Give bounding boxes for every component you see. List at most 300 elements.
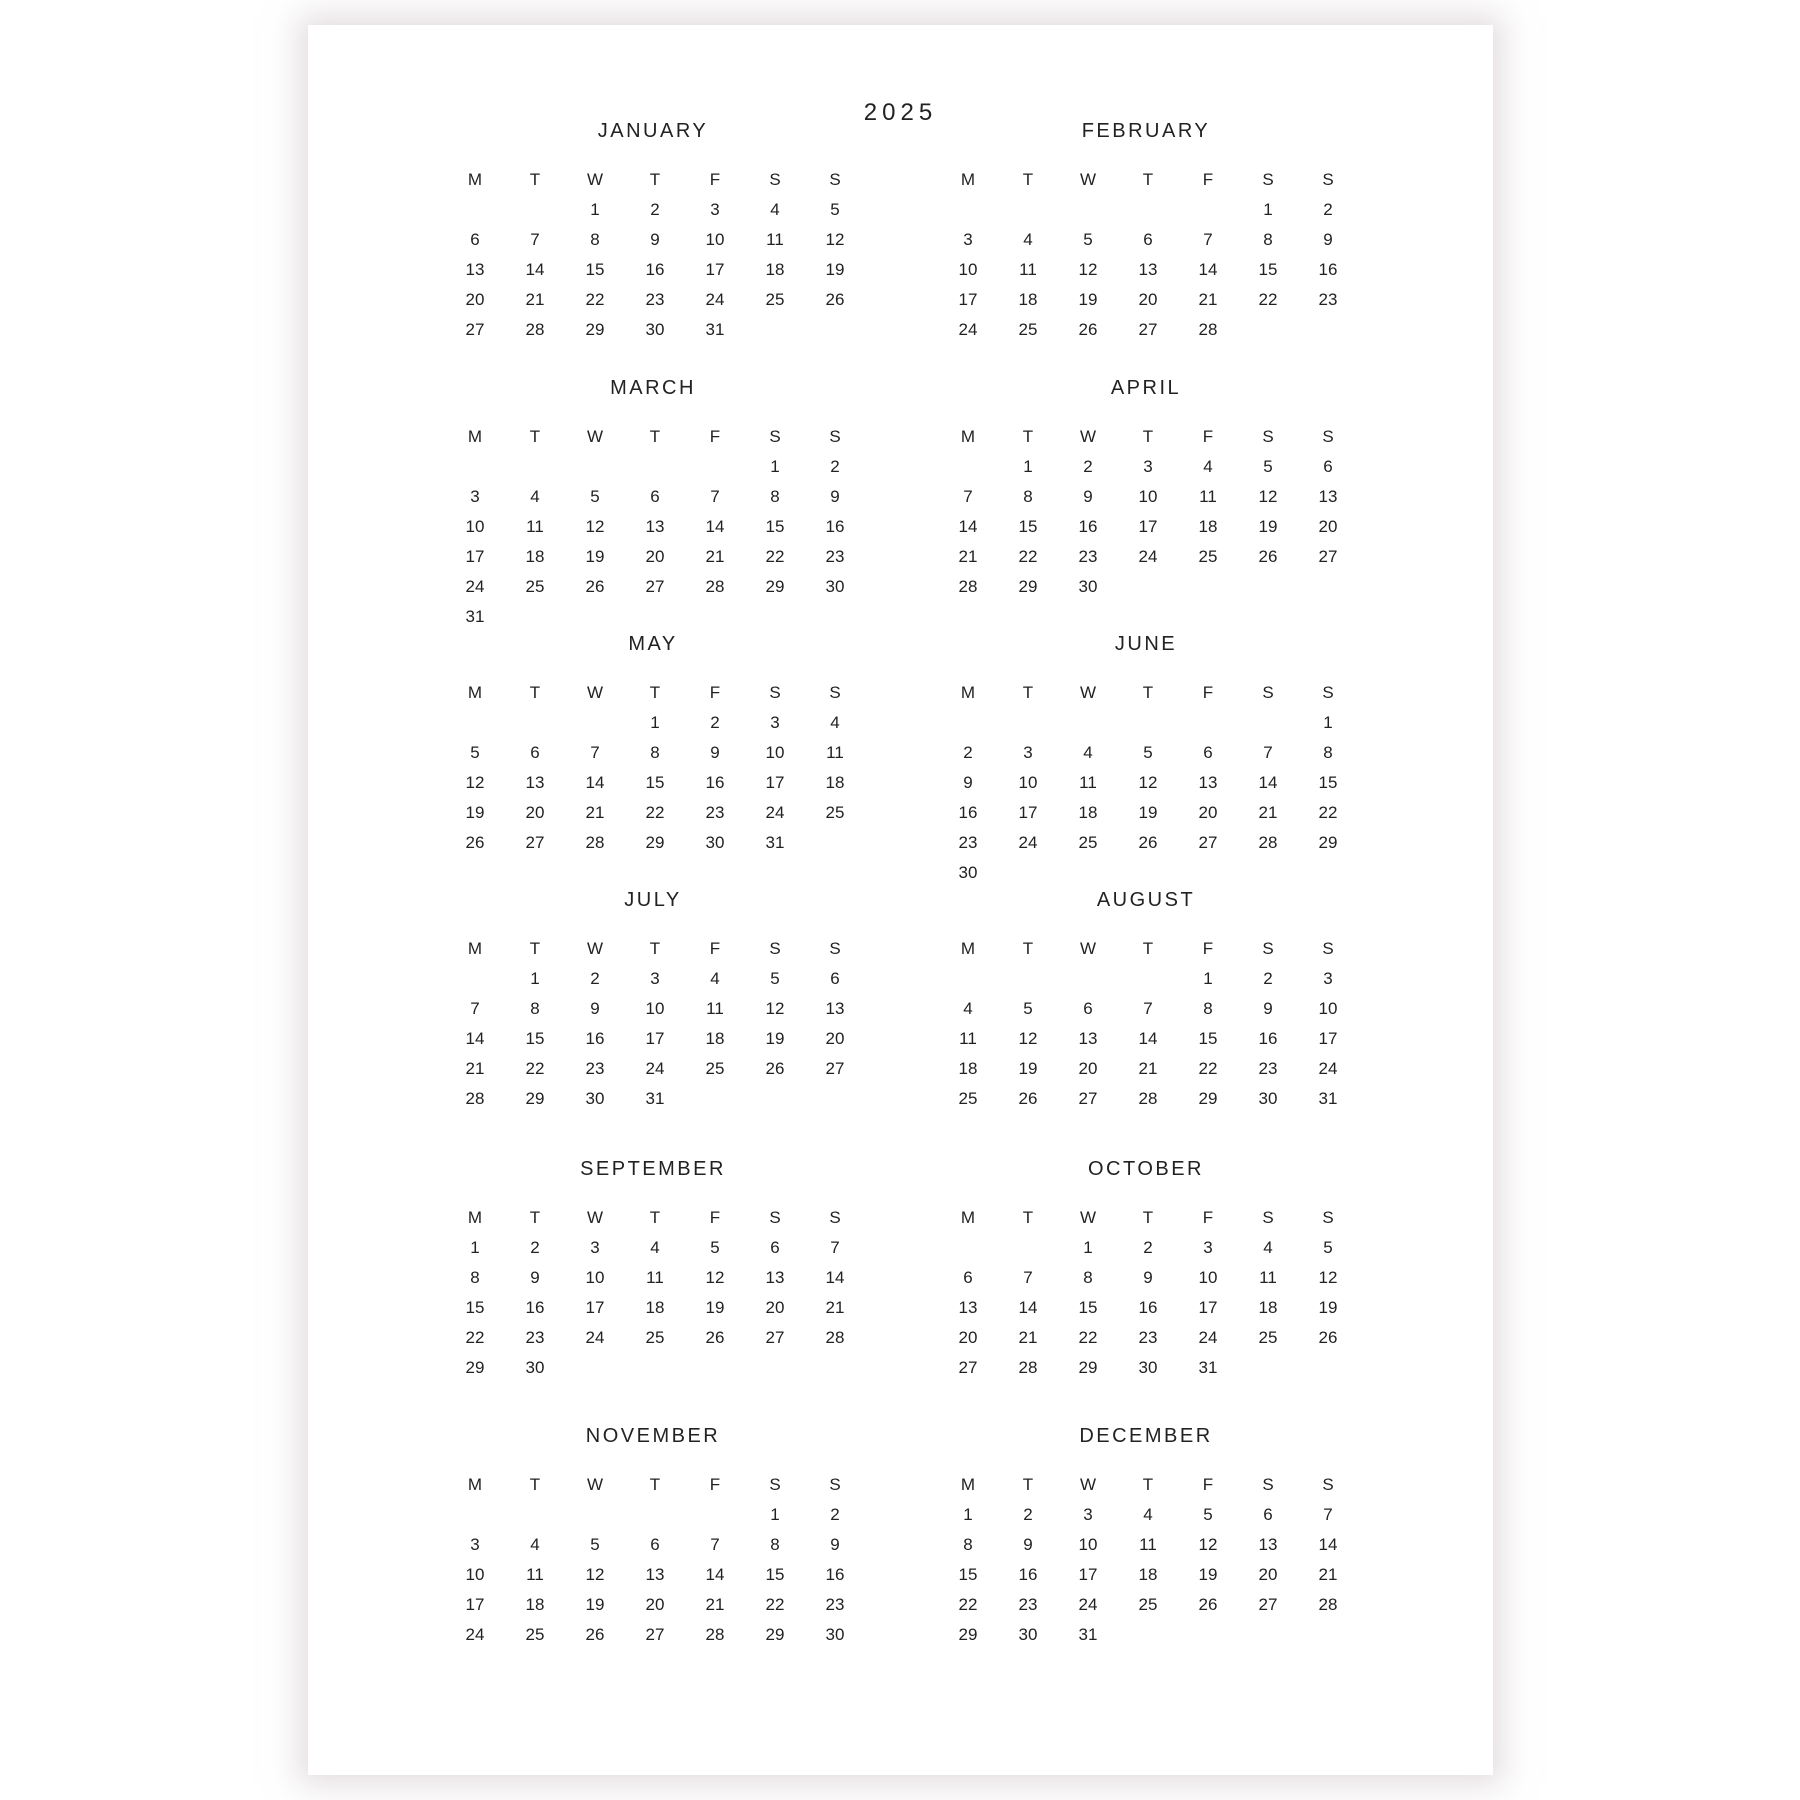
day-cell: 29 <box>765 1625 785 1644</box>
weekday-header: T <box>1022 170 1034 189</box>
day-cell: 13 <box>1258 1535 1278 1554</box>
weekday-header: S <box>769 1475 781 1494</box>
weekday-header: T <box>1142 683 1154 702</box>
day-cell: 16 <box>645 260 665 279</box>
weekday-header: T <box>649 1475 661 1494</box>
weekday-header: S <box>829 939 841 958</box>
day-cell: 8 <box>1323 743 1333 762</box>
weekday-header: S <box>1322 683 1334 702</box>
day-cell: 17 <box>1318 1029 1338 1048</box>
day-cell: 5 <box>590 1535 600 1554</box>
day-cell: 20 <box>645 1595 665 1614</box>
day-cell: 22 <box>958 1595 978 1614</box>
day-cell: 28 <box>958 577 978 596</box>
day-cell: 18 <box>825 773 845 792</box>
day-cell: 6 <box>650 1535 660 1554</box>
day-cell: 25 <box>1258 1328 1278 1347</box>
day-cell: 1 <box>590 200 600 219</box>
day-cell: 19 <box>1258 517 1278 536</box>
day-cell: 19 <box>1018 1059 1038 1078</box>
day-cell: 16 <box>585 1029 605 1048</box>
day-cell: 18 <box>1018 290 1038 309</box>
day-cell: 6 <box>1203 743 1213 762</box>
day-cell: 21 <box>1258 803 1278 822</box>
day-cell: 29 <box>645 833 665 852</box>
day-cell: 4 <box>650 1238 660 1257</box>
day-cell: 4 <box>1263 1238 1273 1257</box>
day-cell: 18 <box>525 1595 545 1614</box>
day-cell: 12 <box>1138 773 1158 792</box>
day-cell: 27 <box>958 1358 978 1377</box>
day-cell: 28 <box>705 1625 725 1644</box>
day-cell: 23 <box>525 1328 545 1347</box>
day-cell: 17 <box>1078 1565 1098 1584</box>
weekday-header: M <box>467 170 483 189</box>
day-cell: 17 <box>1198 1298 1218 1317</box>
day-cell: 20 <box>465 290 485 309</box>
weekday-header: S <box>829 170 841 189</box>
day-cell: 25 <box>1198 547 1218 566</box>
day-cell: 22 <box>645 803 665 822</box>
day-cell: 28 <box>1318 1595 1338 1614</box>
day-cell: 5 <box>470 743 480 762</box>
day-cell: 27 <box>525 833 545 852</box>
weekday-header: T <box>529 427 541 446</box>
day-cell: 21 <box>1198 290 1218 309</box>
day-cell: 1 <box>470 1238 480 1257</box>
day-cell: 16 <box>525 1298 545 1317</box>
day-cell: 28 <box>585 833 605 852</box>
day-cell: 13 <box>765 1268 785 1287</box>
day-cell: 16 <box>825 1565 845 1584</box>
weekday-header: S <box>1322 427 1334 446</box>
weekday-header: W <box>1079 427 1097 446</box>
day-cell: 25 <box>825 803 845 822</box>
day-cell: 6 <box>1083 999 1093 1018</box>
weekday-header: S <box>769 170 781 189</box>
day-cell: 14 <box>465 1029 485 1048</box>
month-title: APRIL <box>1110 377 1182 399</box>
day-cell: 17 <box>645 1029 665 1048</box>
day-cell: 22 <box>1258 290 1278 309</box>
day-cell: 15 <box>765 517 785 536</box>
day-cell: 12 <box>1018 1029 1038 1048</box>
day-cell: 7 <box>710 1535 720 1554</box>
weekday-header: F <box>1202 427 1214 446</box>
day-cell: 30 <box>525 1358 545 1377</box>
day-cell: 4 <box>770 200 780 219</box>
day-cell: 3 <box>650 969 660 988</box>
day-cell: 24 <box>958 320 978 339</box>
day-cell: 23 <box>585 1059 605 1078</box>
day-cell: 10 <box>1138 487 1158 506</box>
day-cell: 15 <box>1018 517 1038 536</box>
day-cell: 21 <box>705 1595 725 1614</box>
weekday-header: T <box>529 683 541 702</box>
weekday-header: M <box>960 1475 976 1494</box>
day-cell: 29 <box>585 320 605 339</box>
day-cell: 4 <box>1083 743 1093 762</box>
day-cell: 28 <box>1018 1358 1038 1377</box>
day-cell: 19 <box>585 547 605 566</box>
day-cell: 25 <box>705 1059 725 1078</box>
day-cell: 19 <box>705 1298 725 1317</box>
weekday-header: M <box>960 1208 976 1227</box>
weekday-header: M <box>467 427 483 446</box>
day-cell: 8 <box>963 1535 973 1554</box>
day-cell: 19 <box>825 260 845 279</box>
day-cell: 15 <box>465 1298 485 1317</box>
day-cell: 18 <box>705 1029 725 1048</box>
day-cell: 26 <box>765 1059 785 1078</box>
day-cell: 13 <box>525 773 545 792</box>
day-cell: 5 <box>1083 230 1093 249</box>
weekday-header: W <box>1079 1208 1097 1227</box>
day-cell: 30 <box>645 320 665 339</box>
weekday-header: F <box>1202 170 1214 189</box>
day-cell: 26 <box>1258 547 1278 566</box>
day-cell: 28 <box>465 1089 485 1108</box>
day-cell: 14 <box>585 773 605 792</box>
day-cell: 22 <box>525 1059 545 1078</box>
day-cell: 2 <box>530 1238 540 1257</box>
day-cell: 6 <box>470 230 480 249</box>
day-cell: 5 <box>590 487 600 506</box>
month-title: AUGUST <box>1096 889 1196 911</box>
day-cell: 16 <box>1018 1565 1038 1584</box>
day-cell: 9 <box>1023 1535 1033 1554</box>
day-cell: 5 <box>770 969 780 988</box>
day-cell: 28 <box>705 577 725 596</box>
weekday-header: F <box>709 683 721 702</box>
day-cell: 14 <box>1018 1298 1038 1317</box>
day-cell: 18 <box>525 547 545 566</box>
day-cell: 24 <box>1198 1328 1218 1347</box>
day-cell: 5 <box>1263 457 1273 476</box>
weekday-header: M <box>467 683 483 702</box>
weekday-header: S <box>769 939 781 958</box>
day-cell: 9 <box>830 487 840 506</box>
day-cell: 23 <box>1078 547 1098 566</box>
day-cell: 24 <box>765 803 785 822</box>
day-cell: 8 <box>530 999 540 1018</box>
day-cell: 26 <box>1198 1595 1218 1614</box>
day-cell: 9 <box>530 1268 540 1287</box>
weekday-header: W <box>1079 939 1097 958</box>
day-cell: 31 <box>765 833 785 852</box>
day-cell: 2 <box>590 969 600 988</box>
weekday-header: T <box>529 939 541 958</box>
day-cell: 11 <box>526 1565 544 1584</box>
day-cell: 6 <box>830 969 840 988</box>
day-cell: 29 <box>525 1089 545 1108</box>
day-cell: 3 <box>963 230 973 249</box>
day-cell: 12 <box>1318 1268 1338 1287</box>
day-cell: 10 <box>705 230 725 249</box>
day-cell: 21 <box>1018 1328 1038 1347</box>
day-cell: 3 <box>1083 1505 1093 1524</box>
day-cell: 22 <box>1018 547 1038 566</box>
day-cell: 7 <box>590 743 600 762</box>
day-cell: 20 <box>958 1328 978 1347</box>
day-cell: 2 <box>830 1505 840 1524</box>
day-cell: 10 <box>1318 999 1338 1018</box>
weekday-header: M <box>467 939 483 958</box>
day-cell: 8 <box>1263 230 1273 249</box>
day-cell: 1 <box>1323 713 1333 732</box>
day-cell: 25 <box>645 1328 665 1347</box>
month-title: MARCH <box>610 377 696 399</box>
day-cell: 21 <box>958 547 978 566</box>
day-cell: 8 <box>1203 999 1213 1018</box>
year-title: 2025 <box>863 99 938 126</box>
day-cell: 31 <box>1078 1625 1098 1644</box>
day-cell: 24 <box>1138 547 1158 566</box>
day-cell: 6 <box>963 1268 973 1287</box>
day-cell: 13 <box>645 1565 665 1584</box>
day-cell: 26 <box>465 833 485 852</box>
day-cell: 4 <box>830 713 840 732</box>
weekday-header: F <box>709 427 721 446</box>
weekday-header: M <box>467 1475 483 1494</box>
day-cell: 23 <box>825 547 845 566</box>
month-title: DECEMBER <box>1079 1425 1213 1447</box>
day-cell: 1 <box>1203 969 1213 988</box>
day-cell: 7 <box>830 1238 840 1257</box>
day-cell: 29 <box>1318 833 1338 852</box>
day-cell: 25 <box>1078 833 1098 852</box>
day-cell: 21 <box>705 547 725 566</box>
weekday-header: S <box>829 1208 841 1227</box>
day-cell: 27 <box>1138 320 1158 339</box>
day-cell: 2 <box>1263 969 1273 988</box>
day-cell: 11 <box>646 1268 664 1287</box>
weekday-header: S <box>829 683 841 702</box>
day-cell: 28 <box>525 320 545 339</box>
day-cell: 21 <box>585 803 605 822</box>
day-cell: 12 <box>1078 260 1098 279</box>
day-cell: 27 <box>1258 1595 1278 1614</box>
day-cell: 20 <box>825 1029 845 1048</box>
day-cell: 31 <box>465 607 485 626</box>
day-cell: 2 <box>1083 457 1093 476</box>
day-cell: 3 <box>770 713 780 732</box>
month-title: SEPTEMBER <box>580 1158 726 1180</box>
weekday-header: T <box>1142 170 1154 189</box>
day-cell: 27 <box>465 320 485 339</box>
day-cell: 8 <box>590 230 600 249</box>
day-cell: 2 <box>963 743 973 762</box>
day-cell: 16 <box>1318 260 1338 279</box>
weekday-header: T <box>529 1208 541 1227</box>
day-cell: 27 <box>645 577 665 596</box>
day-cell: 5 <box>1323 1238 1333 1257</box>
day-cell: 9 <box>830 1535 840 1554</box>
day-cell: 1 <box>1263 200 1273 219</box>
day-cell: 7 <box>530 230 540 249</box>
day-cell: 5 <box>710 1238 720 1257</box>
day-cell: 15 <box>1318 773 1338 792</box>
day-cell: 8 <box>1083 1268 1093 1287</box>
day-cell: 30 <box>825 577 845 596</box>
weekday-header: W <box>586 1475 604 1494</box>
day-cell: 15 <box>645 773 665 792</box>
weekday-header: F <box>1202 939 1214 958</box>
day-cell: 22 <box>1198 1059 1218 1078</box>
day-cell: 16 <box>958 803 978 822</box>
day-cell: 14 <box>1198 260 1218 279</box>
day-cell: 31 <box>1318 1089 1338 1108</box>
day-cell: 7 <box>963 487 973 506</box>
day-cell: 18 <box>1138 1565 1158 1584</box>
calendar-sheet <box>308 25 1493 1775</box>
day-cell: 27 <box>1198 833 1218 852</box>
day-cell: 29 <box>1078 1358 1098 1377</box>
day-cell: 23 <box>825 1595 845 1614</box>
day-cell: 16 <box>1258 1029 1278 1048</box>
weekday-header: W <box>586 170 604 189</box>
day-cell: 12 <box>1258 487 1278 506</box>
day-cell: 24 <box>645 1059 665 1078</box>
day-cell: 4 <box>963 999 973 1018</box>
day-cell: 23 <box>1258 1059 1278 1078</box>
day-cell: 11 <box>706 999 724 1018</box>
day-cell: 18 <box>1198 517 1218 536</box>
day-cell: 26 <box>585 1625 605 1644</box>
day-cell: 7 <box>1263 743 1273 762</box>
weekday-header: M <box>467 1208 483 1227</box>
day-cell: 13 <box>645 517 665 536</box>
weekday-header: S <box>1322 939 1334 958</box>
day-cell: 6 <box>1143 230 1153 249</box>
weekday-header: S <box>1262 1208 1274 1227</box>
day-cell: 6 <box>650 487 660 506</box>
month-title: JANUARY <box>597 120 709 142</box>
day-cell: 30 <box>825 1625 845 1644</box>
weekday-header: T <box>1022 1208 1034 1227</box>
day-cell: 14 <box>1258 773 1278 792</box>
day-cell: 13 <box>1198 773 1218 792</box>
day-cell: 12 <box>465 773 485 792</box>
weekday-header: W <box>586 939 604 958</box>
day-cell: 13 <box>1078 1029 1098 1048</box>
day-cell: 29 <box>1018 577 1038 596</box>
day-cell: 12 <box>705 1268 725 1287</box>
day-cell: 5 <box>830 200 840 219</box>
day-cell: 28 <box>1258 833 1278 852</box>
month-title: JUNE <box>1114 633 1178 655</box>
day-cell: 30 <box>958 863 978 882</box>
day-cell: 2 <box>710 713 720 732</box>
day-cell: 20 <box>1318 517 1338 536</box>
day-cell: 17 <box>1138 517 1158 536</box>
day-cell: 17 <box>585 1298 605 1317</box>
day-cell: 2 <box>1143 1238 1153 1257</box>
day-cell: 8 <box>770 487 780 506</box>
weekday-header: F <box>1202 1475 1214 1494</box>
day-cell: 23 <box>1138 1328 1158 1347</box>
day-cell: 25 <box>765 290 785 309</box>
day-cell: 11 <box>1259 1268 1277 1287</box>
day-cell: 19 <box>1138 803 1158 822</box>
day-cell: 14 <box>1318 1535 1338 1554</box>
day-cell: 25 <box>525 1625 545 1644</box>
day-cell: 23 <box>958 833 978 852</box>
weekday-header: T <box>1142 427 1154 446</box>
weekday-header: W <box>586 1208 604 1227</box>
day-cell: 20 <box>1078 1059 1098 1078</box>
weekday-header: M <box>960 427 976 446</box>
day-cell: 22 <box>765 547 785 566</box>
day-cell: 22 <box>585 290 605 309</box>
day-cell: 9 <box>590 999 600 1018</box>
month-title: FEBRUARY <box>1081 120 1211 142</box>
day-cell: 17 <box>705 260 725 279</box>
day-cell: 9 <box>710 743 720 762</box>
day-cell: 7 <box>1023 1268 1033 1287</box>
day-cell: 2 <box>830 457 840 476</box>
day-cell: 11 <box>1079 773 1097 792</box>
day-cell: 7 <box>1143 999 1153 1018</box>
day-cell: 28 <box>1138 1089 1158 1108</box>
day-cell: 27 <box>645 1625 665 1644</box>
day-cell: 16 <box>1138 1298 1158 1317</box>
day-cell: 14 <box>705 1565 725 1584</box>
day-cell: 7 <box>1323 1505 1333 1524</box>
day-cell: 27 <box>1318 547 1338 566</box>
day-cell: 20 <box>765 1298 785 1317</box>
day-cell: 3 <box>1323 969 1333 988</box>
day-cell: 9 <box>650 230 660 249</box>
day-cell: 16 <box>705 773 725 792</box>
month-title: JULY <box>624 889 682 911</box>
day-cell: 1 <box>650 713 660 732</box>
day-cell: 25 <box>1138 1595 1158 1614</box>
weekday-header: T <box>649 1208 661 1227</box>
day-cell: 15 <box>1258 260 1278 279</box>
weekday-header: S <box>1322 170 1334 189</box>
weekday-header: W <box>586 683 604 702</box>
day-cell: 19 <box>765 1029 785 1048</box>
day-cell: 18 <box>645 1298 665 1317</box>
weekday-header: S <box>829 427 841 446</box>
day-cell: 21 <box>465 1059 485 1078</box>
day-cell: 3 <box>1143 457 1153 476</box>
day-cell: 19 <box>1198 1565 1218 1584</box>
weekday-header: M <box>960 683 976 702</box>
day-cell: 10 <box>1018 773 1038 792</box>
day-cell: 15 <box>585 260 605 279</box>
weekday-header: S <box>1262 170 1274 189</box>
day-cell: 1 <box>1023 457 1033 476</box>
weekday-header: S <box>1262 939 1274 958</box>
weekday-header: T <box>649 939 661 958</box>
day-cell: 2 <box>1023 1505 1033 1524</box>
day-cell: 2 <box>650 200 660 219</box>
day-cell: 29 <box>765 577 785 596</box>
day-cell: 14 <box>705 517 725 536</box>
month-title: NOVEMBER <box>585 1425 721 1447</box>
day-cell: 4 <box>1143 1505 1153 1524</box>
day-cell: 11 <box>1019 260 1037 279</box>
day-cell: 8 <box>470 1268 480 1287</box>
day-cell: 30 <box>705 833 725 852</box>
weekday-header: F <box>709 1208 721 1227</box>
day-cell: 7 <box>470 999 480 1018</box>
weekday-header: F <box>709 170 721 189</box>
weekday-header: T <box>1142 939 1154 958</box>
day-cell: 12 <box>765 999 785 1018</box>
